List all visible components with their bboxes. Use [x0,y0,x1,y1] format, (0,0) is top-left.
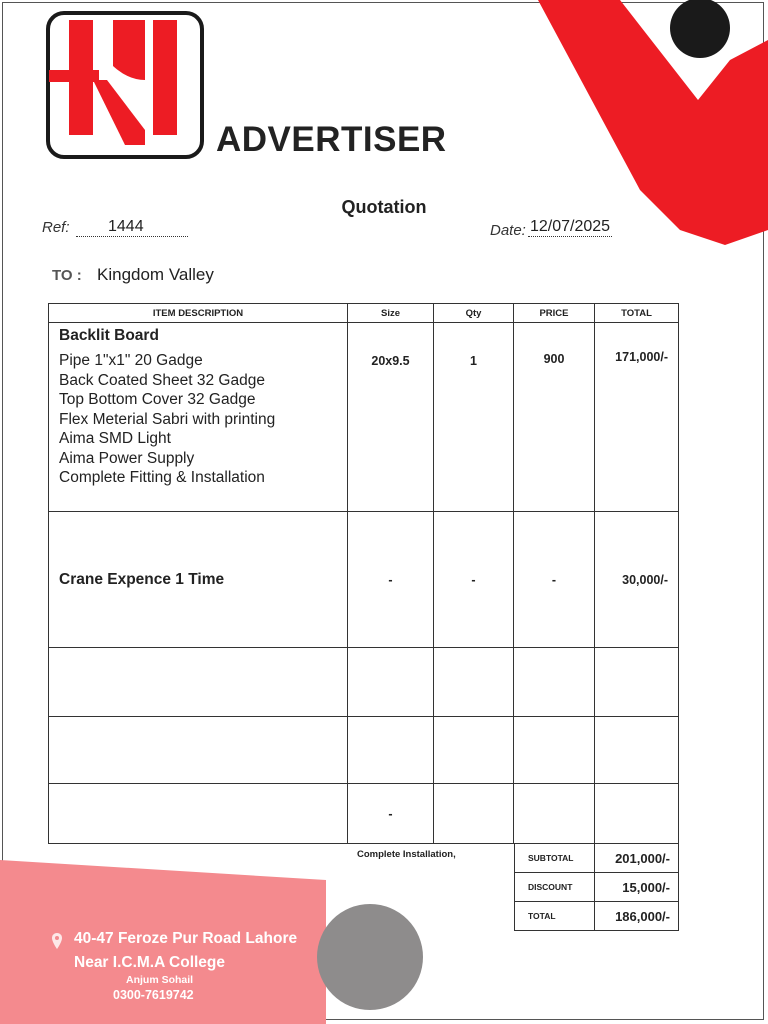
item-total: 171,000/- [595,323,679,512]
item-detail-line: Aima Power Supply [59,449,195,467]
subtotal-value: 201,000/- [595,844,679,873]
empty-cell [595,717,679,784]
item-detail-line: Back Coated Sheet 32 Gadge [59,371,265,389]
empty-cell [348,648,434,717]
discount-value: 15,000/- [595,873,679,902]
installation-note: Complete Installation, [357,849,456,860]
empty-cell [49,648,348,717]
table-row [49,323,679,512]
item-description-cell [49,323,348,512]
item-description-cell: Crane Expence 1 Time [49,512,348,648]
table-header-row [49,304,679,323]
contact-phone: 0300-7619742 [113,988,194,1002]
item-detail-line: Aima SMD Light [59,430,171,447]
brand-name: ADVERTISER [216,120,447,159]
item-qty: 1 [434,323,514,512]
empty-cell [434,717,514,784]
ref-label: Ref: [42,219,70,236]
contact-name: Anjum Sohail [126,974,194,986]
empty-cell [49,717,348,784]
item-detail-line: Flex Meterial Sabri with printing [59,410,276,428]
discount-label: DISCOUNT [515,873,595,902]
date-value: 12/07/2025 [530,218,611,235]
to-value: Kingdom Valley [97,265,214,284]
item-size: - [348,784,434,844]
empty-cell [595,784,679,844]
address-line-2: Near I.C.M.A College [74,954,226,971]
empty-cell [514,717,595,784]
empty-cell [514,784,595,844]
ref-value: 1444 [76,218,188,237]
decorative-circle [317,904,423,1010]
to-label: TO : [52,267,82,284]
total-value: 186,000/- [595,902,679,931]
discount-row [515,873,679,902]
table-row [49,512,679,648]
table-row [49,648,679,717]
empty-cell [434,784,514,844]
item-qty: - [434,512,514,648]
header-size: Size [348,304,434,323]
empty-cell [514,648,595,717]
empty-cell [434,648,514,717]
address-line-1: 40-47 Feroze Pur Road Lahore [74,930,298,947]
table-row [49,717,679,784]
empty-cell [595,648,679,717]
header-item-description: ITEM DESCRIPTION [49,304,348,323]
date-label: Date: [490,222,526,239]
item-price: 900 [514,323,595,512]
location-pin-icon [52,933,62,949]
empty-cell [49,784,348,844]
item-detail-line: Complete Fitting & Installation [59,469,265,486]
item-detail-line: Top Bottom Cover 32 Gadge [59,391,256,408]
item-size: - [348,512,434,648]
document-title: Quotation [341,197,427,217]
total-row [515,902,679,931]
header-total: TOTAL [595,304,679,323]
item-total: 30,000/- [595,512,679,648]
header-qty: Qty [434,304,514,323]
empty-cell [348,717,434,784]
totals-table [514,843,679,931]
item-title: Backlit Board [59,327,159,344]
logo-mark [45,10,205,160]
item-price: - [514,512,595,648]
subtotal-row [515,844,679,873]
subtotal-label: SUBTOTAL [515,844,595,873]
item-detail-line: Pipe 1"x1" 20 Gadge [59,352,203,369]
item-size: 20x9.5 [348,323,434,512]
total-label: TOTAL [515,902,595,931]
table-row [49,784,679,844]
items-table [48,303,679,844]
header-price: PRICE [514,304,595,323]
